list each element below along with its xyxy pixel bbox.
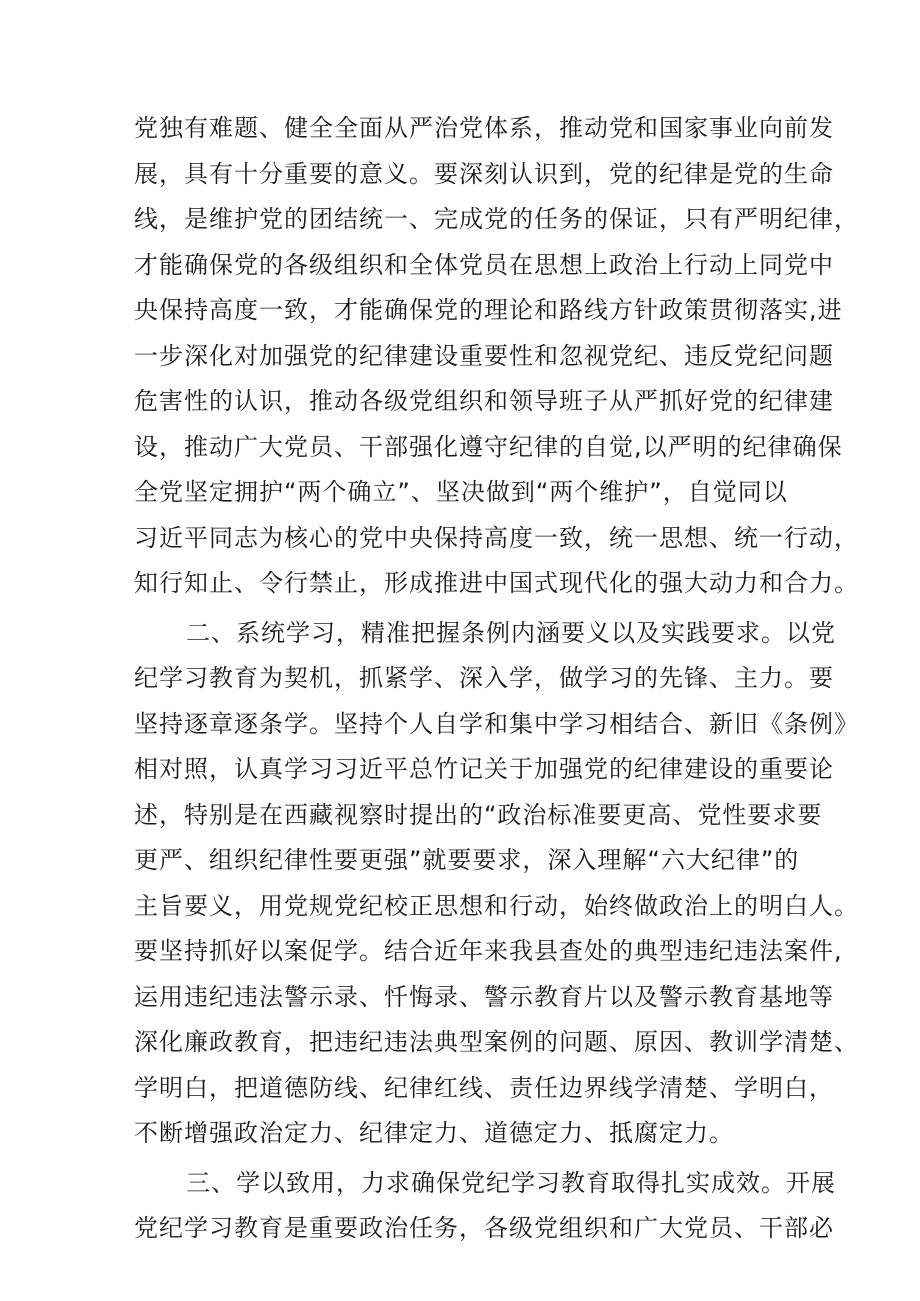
text-line: 相对照，认真学习习近平总竹记关于加强党的纪律建设的重要论 [134, 755, 834, 783]
text-line: 述，特别是在西藏视察时提出的“政治标准要更高、党性要求要 [134, 800, 823, 829]
text-line: 不断增强政治定力、纪律定力、道德定力、抵腐定力。 [134, 1119, 734, 1147]
text-line: 深化廉政教育，把违纪违法典型案例的问题、原因、教训学清楚、 [134, 1028, 859, 1056]
text-line: 习近平同志为核心的党中央保持高度一致，统一思想、统一行动， [134, 523, 859, 552]
section-heading-line: 二、系统学习，精准把握条例内涵要义以及实践要求。以党 [186, 618, 836, 647]
body-text [134, 106, 859, 1252]
text-line: 坚持逐章逐条学。坚持个人自学和集中学习相结合、新旧《条例》 [134, 709, 859, 738]
text-line: 危害性的认识，推动各级党组织和领导班子从严抓好党的纪律建 [134, 387, 834, 415]
text-line: 知行知止、令行禁止，形成推进中国式现代化的强大动力和合力。 [134, 569, 859, 597]
text-line: 纪学习教育为契机，抓紧学、深入学，做学习的先锋、主力。要 [134, 664, 834, 692]
text-line: 更严、组织纪律性要更强”就要要求，深入理解“六大纪律”的 [134, 846, 800, 874]
text-line: 一步深化对加强党的纪律建设重要性和忽视党纪、违反党纪问题 [134, 341, 834, 370]
text-line: 全党坚定拥护“两个确立”、坚决做到“两个维护”，自觉同以 [134, 478, 788, 506]
text-line: 主旨要义，用党规党纪校正思想和行动，始终做政治上的明白人。 [134, 891, 859, 920]
text-line: 党纪学习教育是重要政治任务，各级党组织和广大党员、干部必 [134, 1214, 834, 1242]
text-line: 要坚持抓好以案促学。结合近年来我县查处的典型违纪违法案件, [134, 937, 843, 965]
text-line: 央保持高度一致，才能确保党的理论和路线方针政策贯彻落实,进 [134, 296, 843, 324]
text-line: 党独有难题、健全全面从严治党体系，推动党和国家事业向前发 [134, 114, 834, 142]
text-line: 才能确保党的各级组织和全体党员在思想上政治上行动上同党中 [134, 250, 834, 279]
text-line: 运用违纪违法警示录、忏悔录、警示教育片以及警示教育基地等 [134, 982, 834, 1011]
text-line: 线，是维护党的团结统一、完成党的任务的保证，只有严明纪律， [134, 205, 859, 233]
text-line: 设，推动广大党员、干部强化遵守纪律的自觉,以严明的纪律确保 [134, 432, 843, 461]
section-heading-line: 三、学以致用，力求确保党纪学习教育取得扎实成效。开展 [186, 1168, 836, 1197]
text-line: 学明白，把道德防线、纪律红线、责任边界线学清楚、学明白， [134, 1073, 834, 1102]
text-line: 展，具有十分重要的意义。要深刻认识到，党的纪律是党的生命 [134, 159, 834, 188]
